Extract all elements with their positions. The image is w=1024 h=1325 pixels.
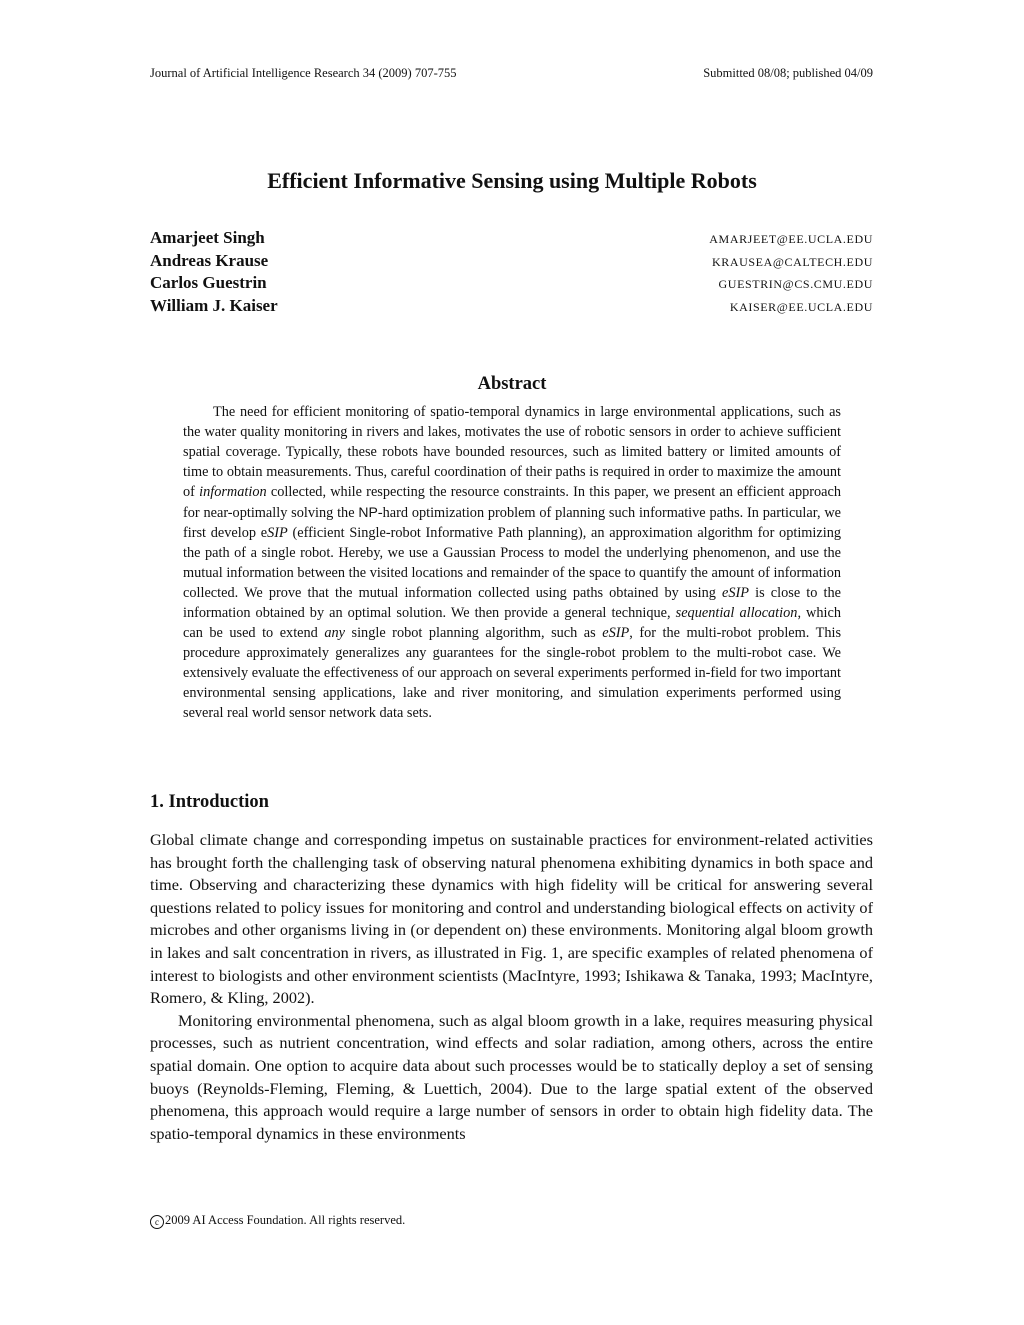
author-email: AMARJEET@EE.UCLA.EDU [709,232,873,246]
author-list [150,228,873,318]
introduction-body [150,829,873,1145]
author-name: William J. Kaiser [150,295,278,315]
author-email: GUESTRIN@CS.CMU.EDU [718,277,873,292]
author-name: Amarjeet Singh [150,228,265,247]
journal-citation: Journal of Artificial Intelligence Research 34 (2009) 707-755 [150,66,457,80]
author-name: Andreas Krause [150,250,269,270]
copyright-text: 2009 AI Access Foundation. All rights reserved. [165,1213,406,1227]
copyright-icon: c [150,1215,164,1229]
author-row [150,296,873,319]
abstract-paragraph: The need for efficient monitoring of spatio-temporal dynamics in large environmental applications, such as the water quality monitoring in rivers and lakes, motivates the use of robotic sensors in order to achieve sufficient spatial coverage. Typically, these robots have bounded resources, such as limited battery or limited amounts of time to obtain measurements. Thus, careful coordination of their paths is required in order to maximize the amount of information collected, while respecting the resource constraints. In this paper, we present an efficient approach for near-optimally solving the NP-hard optimization problem of planning such informative paths. In particular, we first develop eSIP (efficient Single-robot Informative Path planning), an approximation algorithm for optimizing the path of a single robot. Hereby, we use a Gaussian Process to model the underlying phenomenon, and use the mutual information between the visited locations and remainder of the space to quantify the amount of information collected. We prove that the mutual information collected using paths obtained by using eSIP is close to the information obtained by an optimal solution. We then provide a general technique, sequential allocation, which can be used to extend any single robot planning algorithm, such as eSIP, for the multi-robot problem. This procedure approximately generalizes any guarantees for the single-robot problem to the multi-robot case. We extensively evaluate the effectiveness of our approach on several experiments performed in-field for two important environmental sensing applications, lake and river monitoring, and simulation experiments performed using several real world sensor network data sets. [183,404,842,721]
abstract-body [183,402,841,723]
body-paragraph: Monitoring environmental phenomena, such as algal bloom growth in a lake, requires measuring physical processes, such as nutrient concentration, wind effects and solar radiation, among others, across the entire spatial domain. One option to acquire data about such processes would be to statically deploy a set of sensing buoys (Reynolds-Fleming, Fleming, & Luettich, 2004). Due to the large spatial extent of the observed phenomena, this approach would require a large number of sensors in order to obtain high fidelity data. The spatio-temporal dynamics in these environments [150,1010,873,1143]
paper-title: Efficient Informative Sensing using Multiple Robots [267,168,757,193]
author-row [150,273,873,296]
copyright-footer [150,1213,405,1229]
author-row [150,228,873,251]
body-paragraph: Global climate change and corresponding impetus on sustainable practices for environment-related activities has brought forth the challenging task of observing natural phenomena exhibiting dynamics in both space and time. Observing and characterizing these dynamics with high fidelity will be critical for answering several questions related to policy issues for monitoring and control and understanding biological effects on activity of microbes and other organisms living in (or dependent on) these environments. Monitoring algal bloom growth in lakes and salt concentration in rivers, as illustrated in Fig. 1, are specific examples of related phenomena of interest to biologists and other environment scientists (MacIntyre, 1993; Ishikawa & Tanaka, 1993; MacIntyre, Romero, & Kling, 2002). [150,830,873,1008]
abstract-heading: Abstract [477,374,547,394]
author-name: Carlos Guestrin [150,273,267,293]
submission-dates: Submitted 08/08; published 04/09 [703,66,873,80]
author-row [150,251,873,274]
author-email: KAISER@EE.UCLA.EDU [729,299,873,314]
section-heading-introduction: 1. Introduction [150,792,269,812]
running-header [150,66,873,81]
author-email: KRAUSEA@CALTECH.EDU [711,254,873,269]
